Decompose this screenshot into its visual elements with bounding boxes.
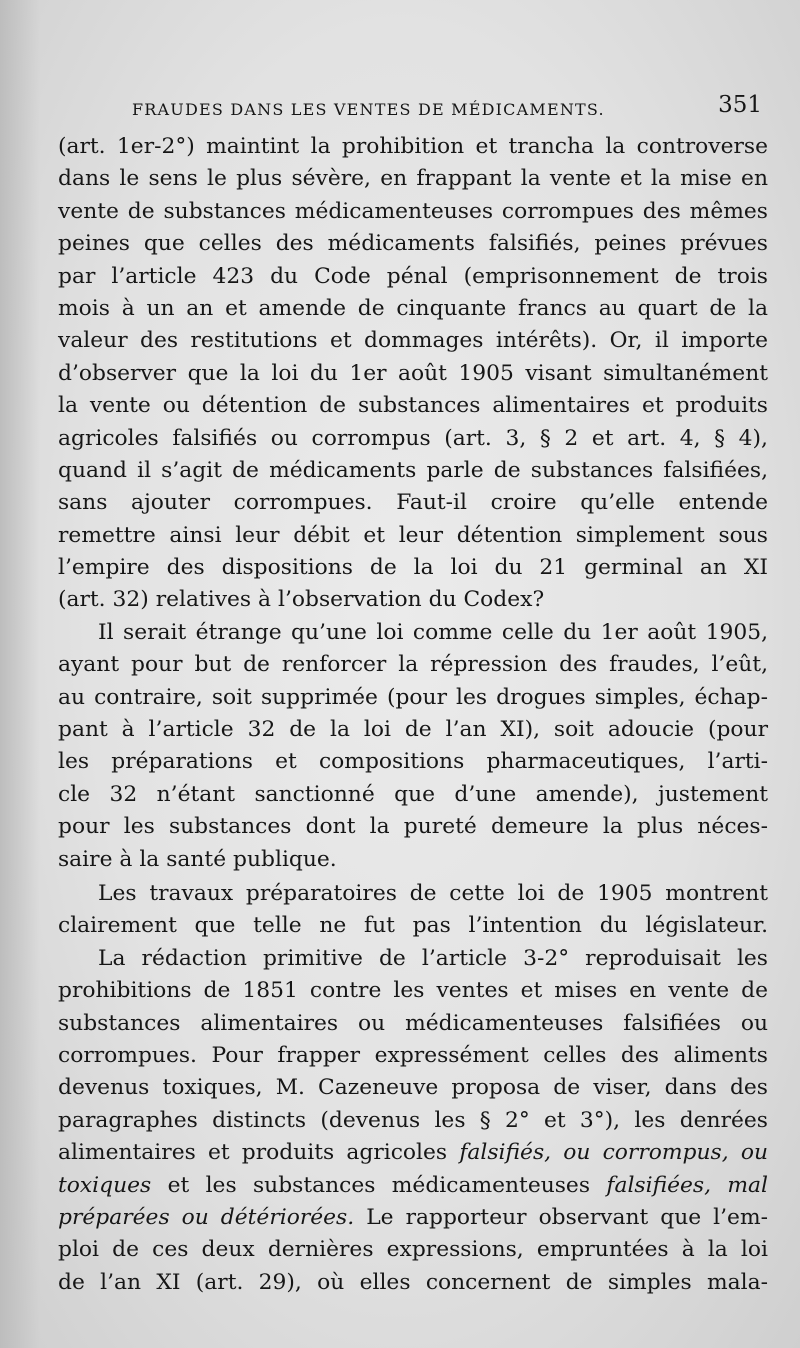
- italic-text: toxiques: [58, 1172, 152, 1198]
- text-line: [58, 1202, 768, 1234]
- text-line: au contraire, soit supprimée (pour les drogues simples, échap-: [58, 684, 768, 710]
- text-line: les préparations et compositions pharmaceutiques, l’arti-: [58, 749, 768, 775]
- text-segment: Le rapporteur observant que l’em-: [366, 1204, 768, 1230]
- text-line: corrompues. Pour frapper expressément celles des aliments: [58, 1042, 768, 1068]
- text-line: ayant pour but de renforcer la répression des fraudes, l’eût,: [58, 652, 768, 678]
- text-line: de l’an XI (art. 29), où elles concernent de simples mala-: [58, 1269, 768, 1295]
- text-line: [58, 1137, 768, 1169]
- italic-text: falsifiées, mal: [606, 1172, 768, 1198]
- paragraph-start: Les travaux préparatoires de cette loi de 1905 montrent: [98, 880, 768, 906]
- text-line: remettre ainsi leur débit et leur détention simplement sous: [58, 522, 768, 548]
- text-line: cle 32 n’étant sanctionné que d’une amende), justement: [58, 781, 768, 807]
- text-line: quand il s’agit de médicaments parle de substances falsifiées,: [58, 457, 768, 483]
- text-line: l’empire des dispositions de la loi du 21 germinal an XI: [58, 555, 768, 581]
- text-line: d’observer que la loi du 1er août 1905 visant simultanément: [58, 360, 768, 386]
- text-line: mois à un an et amende de cinquante francs au quart de la: [58, 295, 768, 321]
- body-text: [58, 131, 768, 1299]
- text-line: agricoles falsifiés ou corrompus (art. 3, § 2 et art. 4, § 4),: [58, 425, 768, 451]
- text-segment: et les substances médicamenteuses: [167, 1172, 591, 1198]
- text-line: (art. 32) relatives à l’observation du Codex?: [58, 587, 545, 613]
- text-line: prohibitions de 1851 contre les ventes et mises en vente de: [58, 978, 768, 1004]
- text-line: dans le sens le plus sévère, en frappant la vente et la mise en: [58, 166, 768, 192]
- italic-text: falsifiés, ou corrompus, ou: [459, 1140, 768, 1166]
- text-line: paragraphes distincts (devenus les § 2° et 3°), les denrées: [58, 1107, 768, 1133]
- page-header: [132, 92, 762, 124]
- text-line: valeur des restitutions et dommages intérêts). Or, il importe: [58, 328, 768, 354]
- text-line: peines que celles des médicaments falsifiés, peines prévues: [58, 231, 768, 257]
- text-line: [58, 1170, 768, 1202]
- text-line: ploi de ces deux dernières expressions, empruntées à la loi: [58, 1237, 768, 1263]
- italic-text: préparées ou détériorées.: [58, 1204, 355, 1230]
- text-line: par l’article 423 du Code pénal (emprisonnement de trois: [58, 263, 768, 289]
- text-line: vente de substances médicamenteuses corrompues des mêmes: [58, 198, 768, 224]
- text-line: devenus toxiques, M. Cazeneuve proposa de viser, dans des: [58, 1075, 768, 1101]
- text-segment: alimentaires et produits agricoles: [58, 1140, 448, 1166]
- page-shadow: [0, 0, 40, 1348]
- text-line: pour les substances dont la pureté demeure la plus néces-: [58, 814, 768, 840]
- text-line: la vente ou détention de substances alimentaires et produits: [58, 393, 768, 419]
- text-line: saire à la santé publique.: [58, 846, 337, 872]
- paragraph-start: La rédaction primitive de l’article 3-2° reproduisait les: [98, 945, 768, 971]
- text-line: (art. 1er-2°) maintint la prohibition et trancha la controverse: [58, 134, 768, 159]
- text-line: sans ajouter corrompues. Faut-il croire qu’elle entende: [58, 490, 768, 516]
- text-line: substances alimentaires ou médicamenteuses falsifiées ou: [58, 1010, 768, 1036]
- text-line: clairement que telle ne fut pas l’intention du législateur.: [58, 913, 768, 939]
- running-head: FRAUDES DANS LES VENTES DE MÉDICAMENTS.: [132, 100, 605, 119]
- paragraph-start: Il serait étrange qu’une loi comme celle du 1er août 1905,: [98, 619, 768, 645]
- text-line: pant à l’article 32 de la loi de l’an XI), soit adoucie (pour: [58, 717, 768, 743]
- page-number: 351: [718, 92, 762, 118]
